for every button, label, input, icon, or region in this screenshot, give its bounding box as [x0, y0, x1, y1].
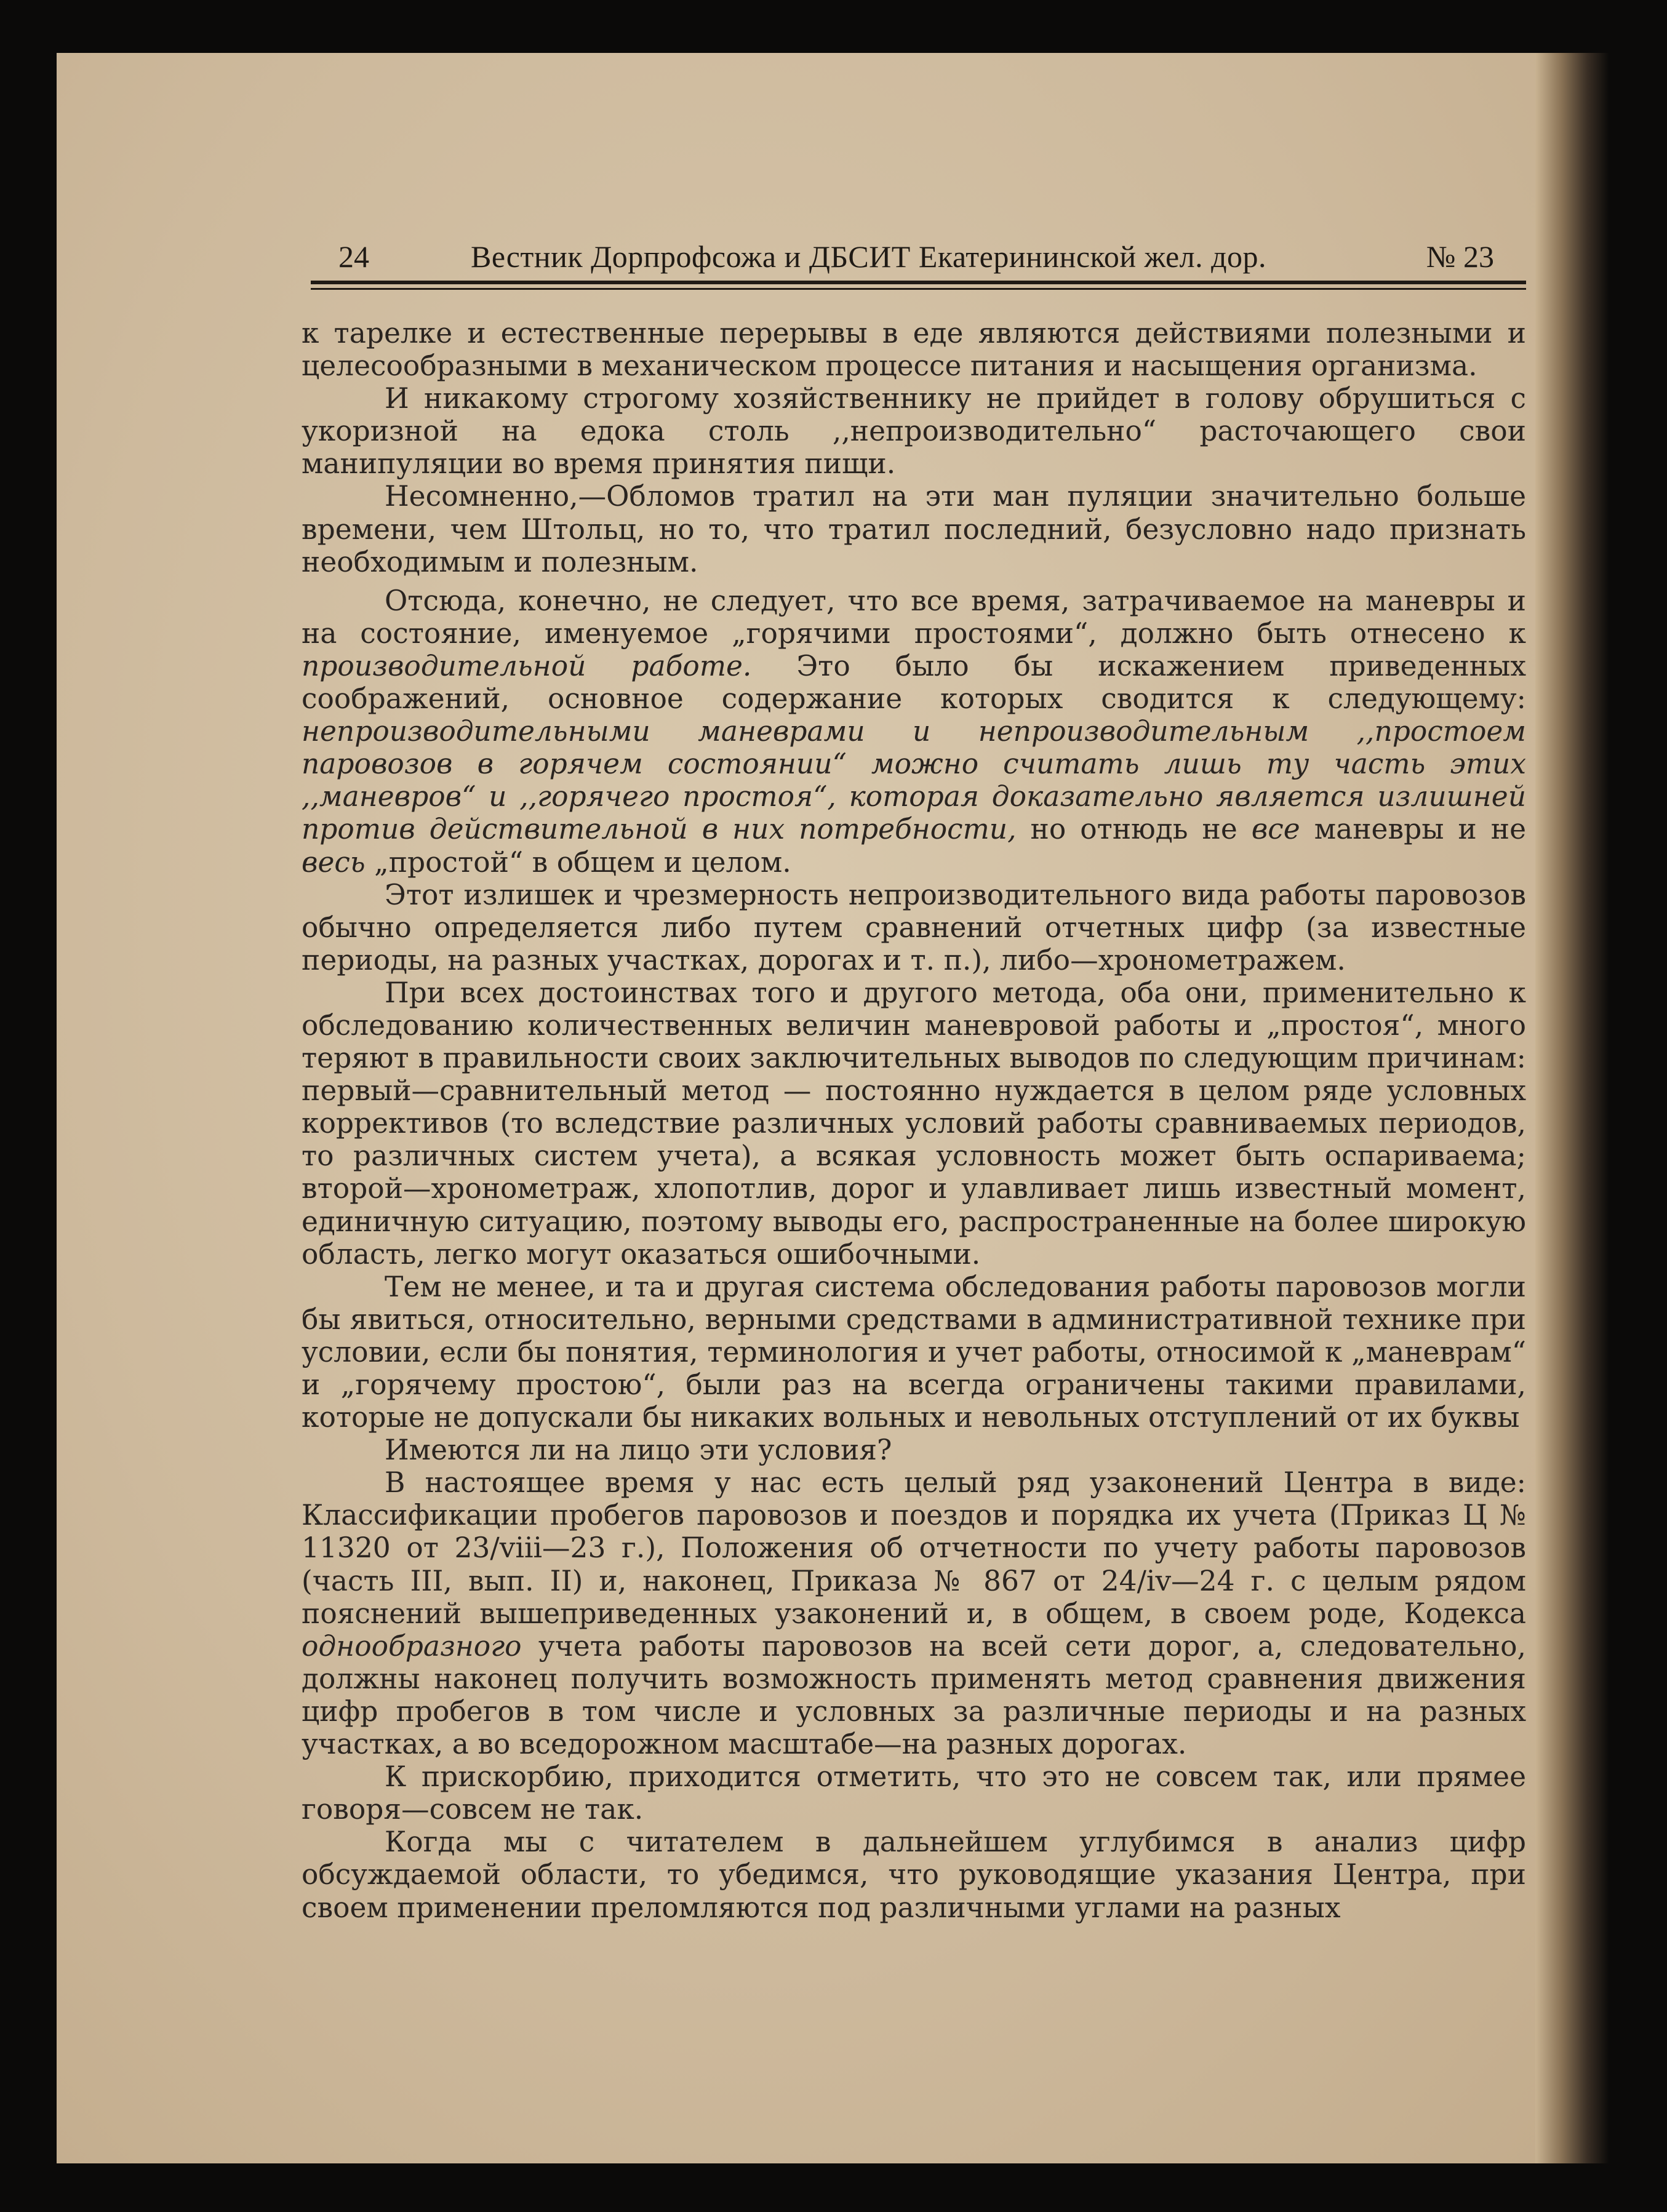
p4-part-i: „простой“ в общем и целом.	[365, 845, 791, 879]
p4-part-e: но отнюдь не	[1016, 813, 1252, 846]
p4-italic-h: весь	[302, 845, 366, 879]
paragraph-5: Этот излишек и чрезмерность непроизводительного вида работы паровозов обычно определяется либо путем сравнений отчетных цифр (за известные периоды, на разных участках, дорогах и т. п.), либо—хронометражем.	[302, 878, 1526, 976]
paragraph-9	[302, 1466, 1526, 1760]
header-rule-thick	[311, 281, 1526, 284]
paragraph-2: И никакому строгому хозяйственнику не прийдет в голову обрушиться с укоризной на едока столь ,,непроизводительно“ расточающего свои манипуляции во время принятия пищи.	[302, 382, 1526, 481]
p4-part-a: Отсюда, конечно, не следует, что все время, затрачиваемое на маневры и на состояние, именуемое „горячими простоями“, должно быть отнесено к	[302, 584, 1526, 650]
p9-part-a: В настоящее время у нас есть целый ряд узаконений Центра в виде: Классификации пробегов паровозов и поездов и порядка их учета (Приказ Ц № 11320 от 23/viii—23 г.), Положения об отчетности по учету работы паровозов (часть III, вып. II) и, наконец, Приказа № 867 от 24/iv—24 г. с целым рядом пояснений вышеприведенных узаконений и, в общем, в своем роде, Кодекса	[302, 1466, 1526, 1630]
paragraph-4	[302, 585, 1526, 879]
p4-part-c: Это было бы искажением приведенных соображений, основное содержание которых сводится к следующему:	[302, 649, 1527, 716]
paragraph-7: Тем не менее, и та и другая система обследования работы паровозов могли бы явиться, относительно, верными средствами в административной технике при условии, если бы понятия, терминология и учет работы, относимой к „маневрам“ и „горячему простою“, были раз на всегда ограничены такими правилами, которые не допускали бы никаких вольных и невольных отступлений от их буквы	[302, 1270, 1526, 1434]
paragraph-3: Несомненно,—Обломов тратил на эти ман пуляции значительно больше времени, чем Штольц, но то, что тратил последний, безусловно надо признать необходимым и полезным.	[302, 480, 1526, 578]
page-number: 24	[338, 239, 369, 274]
paragraph-1: к тарелке и естественные перерывы в еде являются действиями полезными и целесообразными в механическом процессе питания и насыщения организма.	[302, 317, 1526, 383]
p4-italic-d: непроизводительными маневрами и непроизводительным ,,простоем паровозов в горячем состоянии“ можно считать лишь ту часть этих ,,маневров“ и ,,горячего простоя“, которая доказательно является излишней против действительной в них потребности,	[302, 715, 1526, 846]
paragraph-11: Когда мы с читателем в дальнейшем углубимся в анализ цифр обсуждаемой области, то убедимся, что руководящие указания Центра, при своем применении преломляются под различными углами на разных	[302, 1826, 1526, 1924]
p4-part-g: маневры и не	[1300, 813, 1526, 846]
p4-italic-f: все	[1251, 813, 1300, 846]
running-header	[326, 239, 1531, 282]
paragraph-10: К прискорбию, приходится отметить, что это не совсем так, или прямее говоря—совсем не так.	[302, 1760, 1526, 1826]
p4-italic-b: производительной работе.	[302, 649, 752, 682]
header-rule-thin	[311, 288, 1526, 290]
p9-italic-b: однообразного	[302, 1629, 522, 1663]
journal-title: Вестник Дорпрофсожа и ДБСИТ Екатерининской жел. дор.	[471, 239, 1267, 274]
paragraph-8: Имеются ли на лицо эти условия?	[385, 1434, 892, 1467]
issue-number: № 23	[1426, 239, 1494, 274]
body-text	[302, 317, 1526, 1924]
book-spine-shadow	[1535, 53, 1609, 2163]
p9-part-c: учета работы паровозов на всей сети дорог, а, следовательно, должны наконец получить возможность применять метод сравнения движения цифр пробегов в том числе и условных за различные периоды и на разных участках, а во вседорожном масштабе—на разных дорогах.	[302, 1629, 1526, 1761]
paragraph-6: При всех достоинствах того и другого метода, оба они, применительно к обследованию количественных величин маневровой работы и „простоя“, много теряют в правильности своих заключительных выводов по следующим причинам: первый—сравнительный метод — постоянно нуждается в целом ряде условных коррективов (то вследствие различных условий работы сравниваемых периодов, то различных систем учета), а всякая условность может быть оспариваема; второй—хронометраж, хлопотлив, дорог и улавливает лишь известный момент, единичную ситуацию, поэтому выводы его, распространенные на более широкую область, легко могут оказаться ошибочными.	[302, 976, 1526, 1271]
